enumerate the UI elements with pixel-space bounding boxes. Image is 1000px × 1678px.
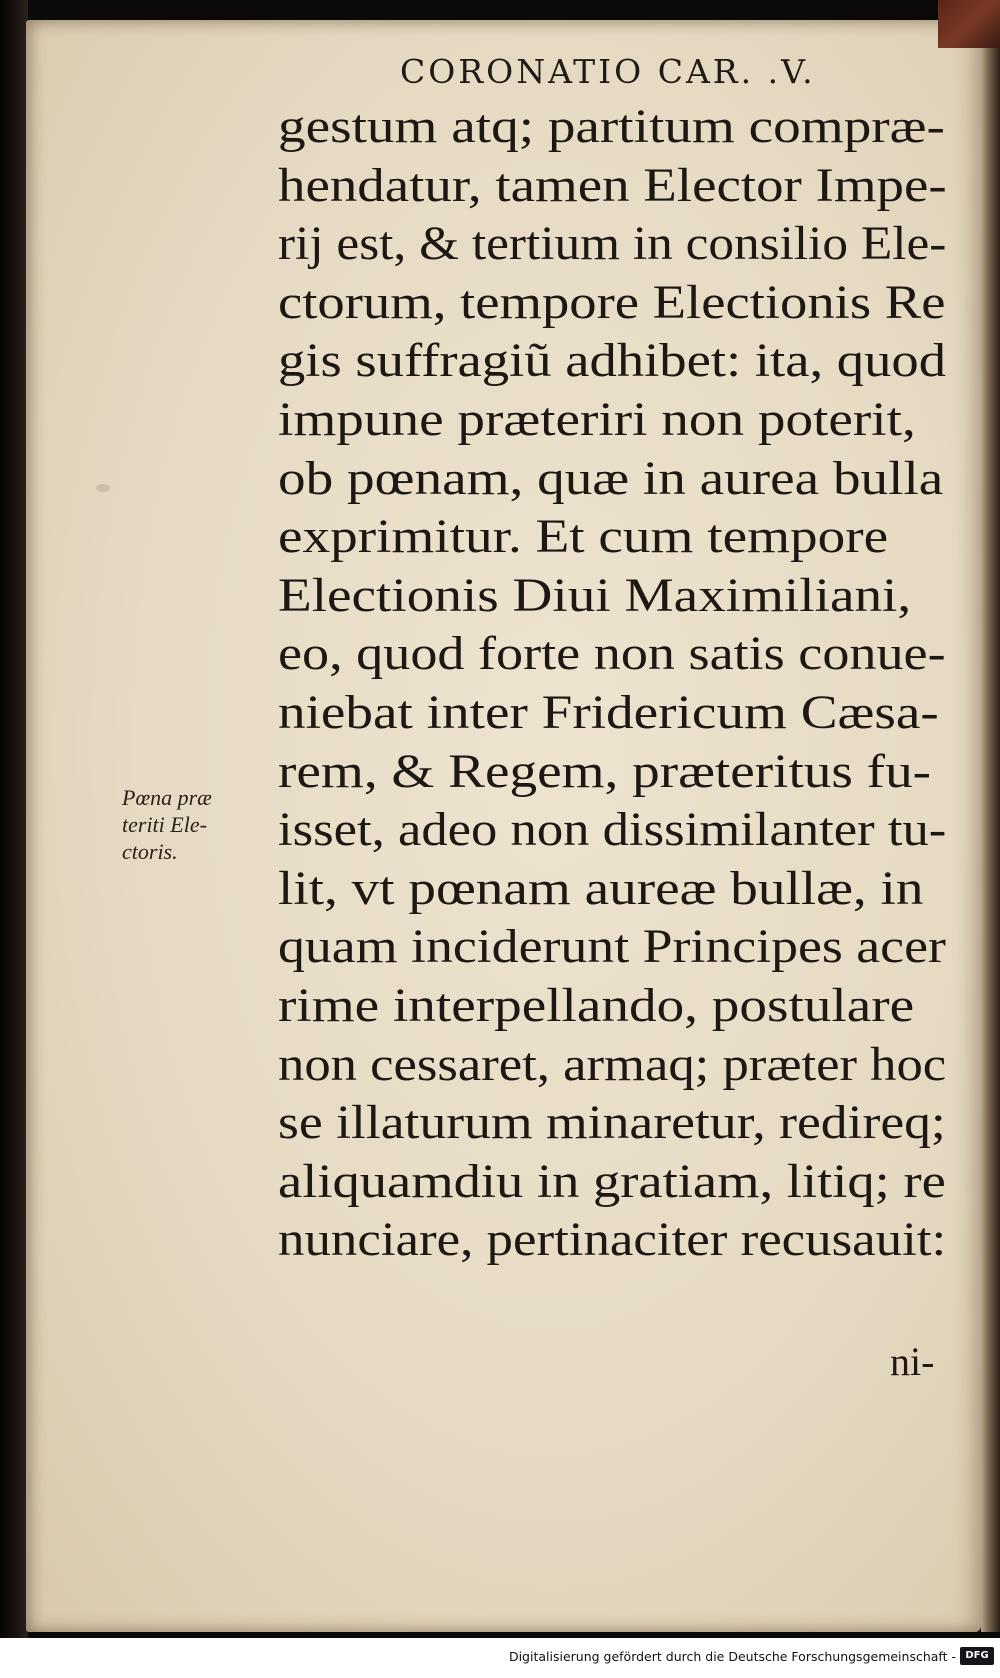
text-line: exprimitur. Et cum tempore — [278, 510, 889, 564]
text-line: impune præteriri non poterit, — [278, 392, 916, 446]
text-line: non cessaret, armaq; præter hoc — [278, 1037, 947, 1091]
text-line: isset, adeo non dissimilanter tu- — [278, 803, 947, 857]
catchword: ni- — [890, 1339, 935, 1384]
binding-corner — [938, 0, 1000, 48]
text-line: Electionis Diui Maximiliani, — [278, 568, 912, 622]
text-line: rij est, & tertium in consilio Ele- — [278, 217, 947, 271]
text-line: ctorum, tempore Electionis Re — [278, 275, 946, 329]
marginal-note-line: teriti Ele- — [122, 812, 207, 837]
body-text — [278, 98, 968, 1270]
text-line: gis suffragiũ adhibet: ita, quod — [278, 334, 947, 388]
text-line: quam inciderunt Principes acer — [278, 920, 946, 974]
text-line: eo, quod forte non satis conue- — [278, 627, 946, 681]
text-line: se illaturum minaretur, redireq; — [278, 1096, 946, 1150]
text-line: rem, & Regem, præteritus fu- — [278, 744, 932, 798]
text-line: nunciare, pertinaciter recusauit: — [278, 1213, 947, 1267]
marginal-note — [122, 784, 262, 865]
footer-bar — [0, 1638, 1000, 1678]
dfg-logo-icon: DFG — [960, 1647, 994, 1665]
text-line: rime interpellando, postulare — [278, 978, 915, 1032]
text-line: gestum atq; partitum compræ- — [278, 100, 945, 153]
paper-speck — [96, 484, 110, 492]
marginal-note-line: Pœna præ — [122, 785, 212, 810]
book-spine-shadow — [0, 0, 28, 1678]
text-line: lit, vt pœnam aureæ bullæ, in — [278, 861, 924, 915]
running-head: CORONATIO CAR. .V. — [400, 52, 816, 91]
funding-credit: Digitalisierung gefördert durch die Deutsche Forschungsgemeinschaft - — [508, 1649, 956, 1664]
text-line: ob pœnam, quæ in aurea bulla — [278, 451, 944, 505]
text-line: niebat inter Fridericum Cæsa- — [278, 685, 939, 739]
text-line: aliquamdiu in gratiam, litiq; re — [278, 1154, 946, 1208]
text-line: hendatur, tamen Elector Impe- — [278, 158, 947, 212]
marginal-note-line: ctoris. — [122, 839, 178, 864]
